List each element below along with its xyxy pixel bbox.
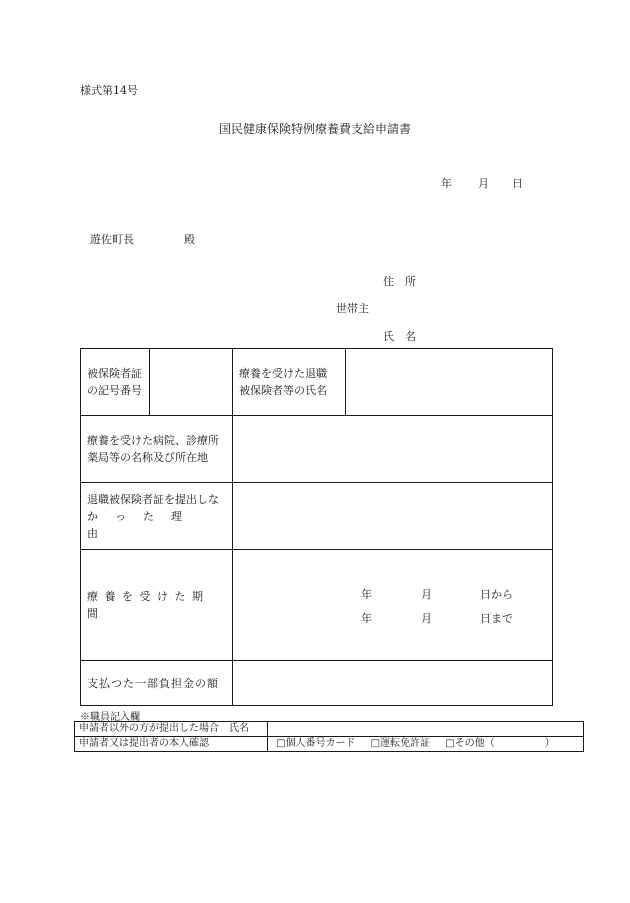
facility-field[interactable] <box>233 416 553 483</box>
payment-label-cell <box>81 661 233 706</box>
retiree-name-field[interactable] <box>346 349 553 416</box>
facility-label-line1: 療養を受けた病院、診療所 <box>87 434 219 447</box>
period-field[interactable] <box>233 550 553 661</box>
reason-field[interactable] <box>233 483 553 550</box>
period-to-year: 年 <box>361 612 372 625</box>
checkbox-my-number-card[interactable]: □個人番号カード <box>276 738 356 749</box>
householder-label: 世帯主 <box>336 302 369 315</box>
date-day-label: 日 <box>512 177 523 190</box>
insurance-cert-label-line1: 被保険者証 <box>87 367 142 380</box>
period-label: 療養を受けた期間 <box>87 590 210 620</box>
period-from <box>361 586 541 610</box>
payment-label: 支払つた一部負担金の額 <box>87 676 219 690</box>
date-month-label: 月 <box>478 177 489 190</box>
period-from-day: 日から <box>480 588 513 601</box>
address-label: 住 所 <box>383 275 416 288</box>
application-table <box>80 348 553 706</box>
reason-label-cell <box>81 483 233 550</box>
period-to-day: 日まで <box>480 612 513 625</box>
period-to <box>361 610 541 627</box>
addressee: 遊佐町長 <box>90 233 134 246</box>
name-label: 氏 名 <box>383 330 416 343</box>
date-year-label: 年 <box>441 177 452 190</box>
form-number: 様式第14号 <box>80 84 138 97</box>
period-to-month: 月 <box>421 612 432 625</box>
insurance-cert-label-cell <box>81 349 150 416</box>
staff-row2-options <box>268 737 584 752</box>
retiree-name-label-line1: 療養を受けた退職 <box>239 367 327 380</box>
insurance-cert-number-field[interactable] <box>150 349 233 416</box>
staff-row2-label: 申請者又は提出者の本人確認 <box>75 737 268 752</box>
insurance-cert-label-line2: の記号番号 <box>87 384 142 397</box>
period-from-year: 年 <box>361 588 372 601</box>
retiree-name-label-line2: 被保険者等の氏名 <box>239 384 327 397</box>
staff-section-title: ※職員記入欄 <box>80 712 140 723</box>
facility-label-cell <box>81 416 233 483</box>
reason-label-line2: かった理由 <box>87 509 199 540</box>
retiree-name-label-cell <box>233 349 346 416</box>
facility-label-line2: 薬局等の名称及び所在地 <box>87 451 208 464</box>
staff-table <box>74 721 584 752</box>
honorific: 殿 <box>184 233 195 246</box>
payment-amount-field[interactable] <box>233 661 553 706</box>
reason-label-line1: 退職被保険者証を提出しな <box>87 492 219 506</box>
checkbox-other[interactable]: □その他（ ） <box>445 738 555 749</box>
staff-row1-label: 申請者以外の方が提出した場合 氏名 <box>75 722 268 737</box>
period-label-cell <box>81 550 233 661</box>
form-title: 国民健康保険特例療養費支給申請書 <box>218 122 411 136</box>
period-from-month: 月 <box>421 588 432 601</box>
checkbox-drivers-license[interactable]: □運転免許証 <box>370 738 431 749</box>
staff-row1-field[interactable] <box>268 722 584 737</box>
